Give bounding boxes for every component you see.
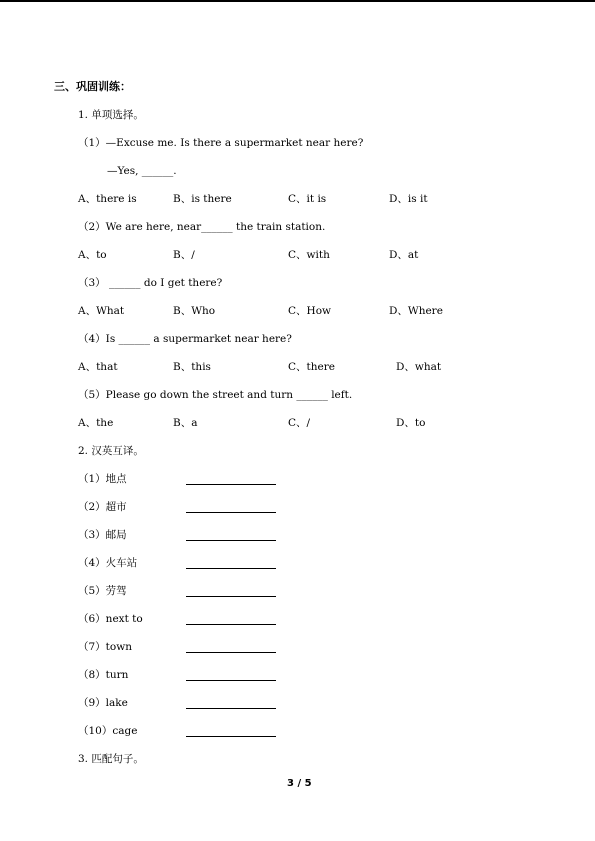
answer-blank[interactable] bbox=[186, 512, 276, 513]
question-3-option-c: C、How bbox=[288, 305, 331, 317]
question-5-stem: （5）Please go down the street and turn ______ left. bbox=[78, 389, 353, 401]
translation-item: （4）火车站 bbox=[78, 557, 138, 569]
part1-title: 1. 单项选择。 bbox=[78, 109, 144, 121]
answer-blank[interactable] bbox=[186, 624, 276, 625]
question-5-option-b: B、a bbox=[173, 417, 198, 429]
part3-title: 3. 匹配句子。 bbox=[78, 753, 144, 765]
question-2-option-d: D、at bbox=[389, 249, 419, 261]
translation-item: （10）cage bbox=[78, 725, 138, 737]
translation-item: （1）地点 bbox=[78, 473, 127, 485]
answer-blank[interactable] bbox=[186, 568, 276, 569]
answer-blank[interactable] bbox=[186, 652, 276, 653]
question-4-option-b: B、this bbox=[173, 361, 211, 373]
part2-title: 2. 汉英互译。 bbox=[78, 445, 144, 457]
translation-item: （2）超市 bbox=[78, 501, 127, 513]
answer-blank[interactable] bbox=[186, 484, 276, 485]
question-4-option-c: C、there bbox=[288, 361, 335, 373]
answer-blank[interactable] bbox=[186, 736, 276, 737]
question-2-stem: （2）We are here, near______ the train station. bbox=[78, 221, 326, 233]
question-2-option-b: B、/ bbox=[173, 249, 195, 261]
question-2-option-c: C、with bbox=[288, 249, 330, 261]
translation-item: （9）lake bbox=[78, 697, 128, 709]
answer-blank[interactable] bbox=[186, 680, 276, 681]
answer-blank[interactable] bbox=[186, 708, 276, 709]
question-1-option-a: A、there is bbox=[78, 193, 137, 205]
question-3-option-d: D、Where bbox=[389, 305, 443, 317]
question-1-option-d: D、is it bbox=[389, 193, 428, 205]
translation-item: （7）town bbox=[78, 641, 132, 653]
page-number: 3 / 5 bbox=[287, 778, 312, 789]
answer-blank[interactable] bbox=[186, 596, 276, 597]
question-1-stem: （1）—Excuse me. Is there a supermarket near here? bbox=[78, 137, 364, 149]
top-rule bbox=[0, 0, 595, 2]
question-2-option-a: A、to bbox=[78, 249, 107, 261]
answer-blank[interactable] bbox=[186, 540, 276, 541]
question-4-stem: （4）Is ______ a supermarket near here? bbox=[78, 333, 292, 345]
question-3-option-b: B、Who bbox=[173, 305, 216, 317]
translation-item: （5）劳驾 bbox=[78, 585, 127, 597]
question-4-option-d: D、what bbox=[396, 361, 442, 373]
translation-item: （8）turn bbox=[78, 669, 129, 681]
question-5-option-d: D、to bbox=[396, 417, 426, 429]
question-5-option-a: A、the bbox=[78, 417, 114, 429]
translation-item: （6）next to bbox=[78, 613, 143, 625]
question-3-stem: （3） ______ do I get there? bbox=[78, 277, 223, 289]
question-1-option-c: C、it is bbox=[288, 193, 327, 205]
translation-item: （3）邮局 bbox=[78, 529, 127, 541]
question-1-option-b: B、is there bbox=[173, 193, 232, 205]
section-title: 三、巩固训练： bbox=[54, 80, 131, 93]
question-3-option-a: A、What bbox=[78, 305, 125, 317]
question-1-stem-answer: —Yes, ______. bbox=[107, 165, 177, 177]
question-5-option-c: C、/ bbox=[288, 417, 311, 429]
question-4-option-a: A、that bbox=[78, 361, 118, 373]
